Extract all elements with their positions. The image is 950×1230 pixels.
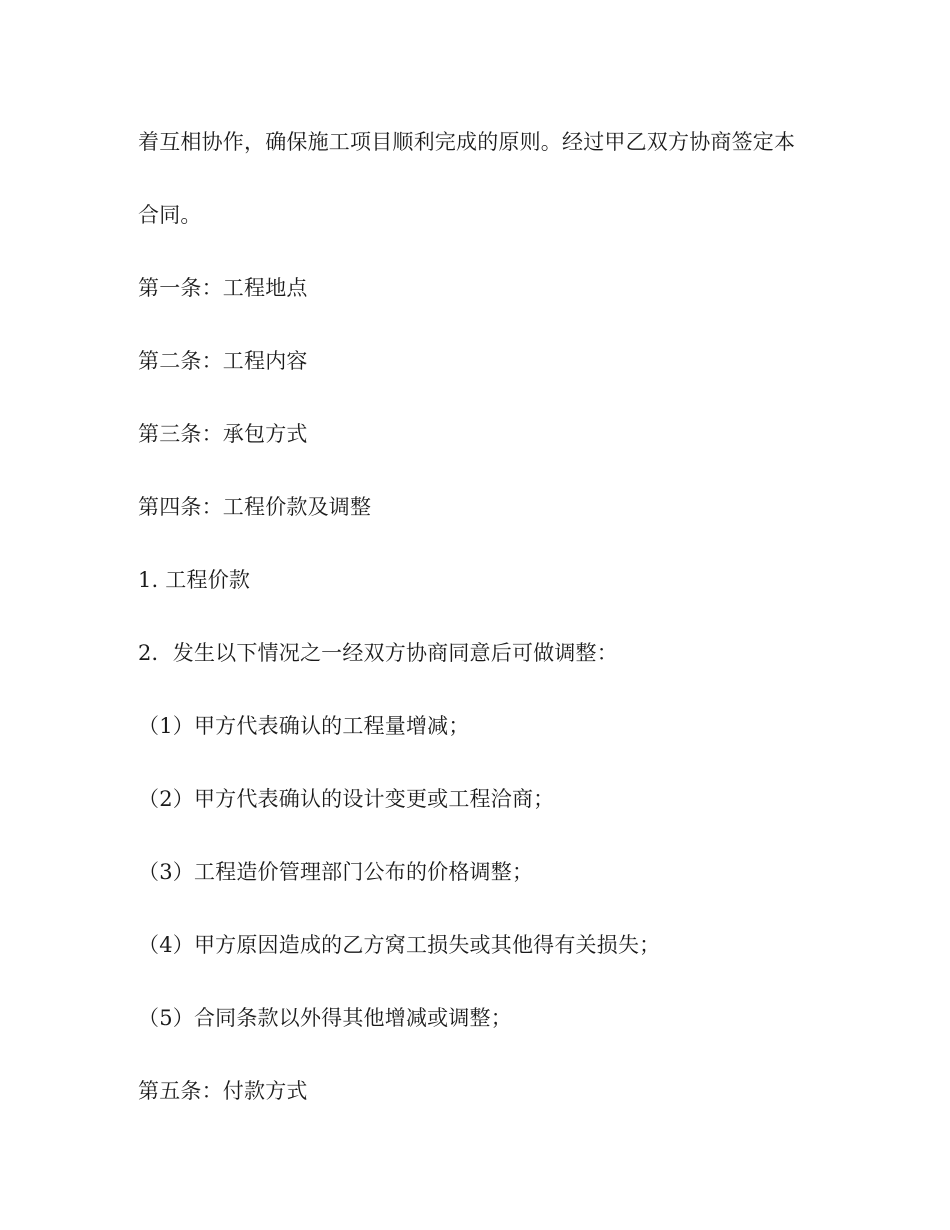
article-1-heading: 第一条：工程地点 [138, 276, 308, 300]
sub-item-4: （4）甲方原因造成的乙方窝工损失或其他得有关损失； [138, 933, 661, 957]
sub-item-3: （3）工程造价管理部门公布的价格调整； [138, 860, 534, 884]
article-2-heading: 第二条：工程内容 [138, 349, 308, 373]
sub-item-1: （1）甲方代表确认的工程量增减； [138, 714, 470, 738]
sub-item-2: （2）甲方代表确认的设计变更或工程洽商； [138, 787, 555, 811]
sub-item-5: （5）合同条款以外得其他增减或调整； [138, 1006, 512, 1030]
paragraph-line-continuation: 着互相协作，确保施工项目顺利完成的原则。经过甲乙双方协商签定本 [138, 130, 796, 154]
list-item-1: 1. 工程价款 [138, 568, 251, 592]
list-item-2: 2．发生以下情况之一经双方协商同意后可做调整： [138, 641, 618, 665]
article-3-heading: 第三条：承包方式 [138, 422, 308, 446]
paragraph-line-end: 合同。 [138, 203, 202, 227]
article-4-heading: 第四条：工程价款及调整 [138, 495, 372, 519]
article-5-heading: 第五条：付款方式 [138, 1079, 308, 1103]
